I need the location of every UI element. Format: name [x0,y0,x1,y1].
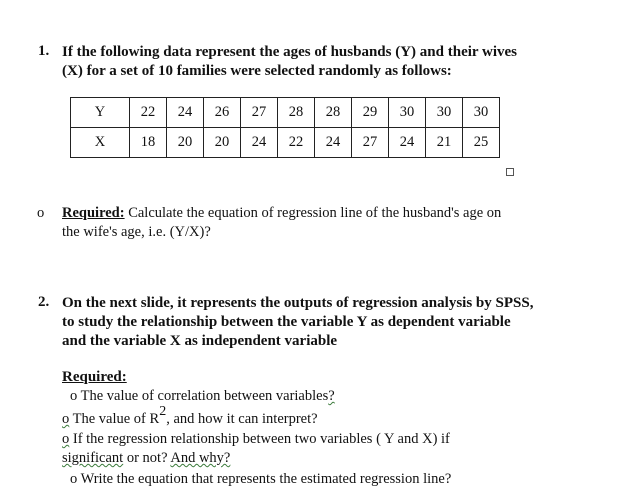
item-2-bullet: o [62,411,70,427]
required-1-label: Required: [62,205,125,221]
table-cell: 24 [389,128,426,158]
table-cell: 27 [352,128,389,158]
required-2-item-2 [62,404,318,429]
required-1-line-2: the wife's age, i.e. (Y/X)? [62,224,211,240]
required-1-text: Calculate the equation of regression line of the husband's age on [124,205,502,221]
question-1-number: 1. [38,43,50,59]
table-row-x [71,128,500,158]
item-1-bullet: o [70,388,78,404]
question-1-text [62,43,622,81]
row-label: X [71,128,130,158]
question-2-line-3: and the variable X as independent variable [62,333,338,349]
required-2-item-4 [70,470,451,489]
item-3-bullet: o [62,431,70,447]
item-3-text: If the regression relationship between two variables ( Y and X) if [69,431,450,447]
item-2-text-post: , and how it can interpret? [166,411,318,427]
table-cell: 20 [204,128,241,158]
required-2-item-3 [62,430,622,468]
item-1-question-mark: ? [328,388,335,404]
item-4-text: Write the equation that represents the estimated regression line? [80,471,452,487]
table-cell: 27 [241,98,278,128]
question-1-line-1: If the following data represent the ages of husbands (Y) and their wives [62,44,518,60]
table-cell: 22 [278,128,315,158]
table-cell: 20 [167,128,204,158]
table-cell: 26 [204,98,241,128]
item-2-superscript: 2 [159,404,167,420]
table-cell: 24 [241,128,278,158]
required-1 [62,204,622,242]
item-3-or-not: or not? [123,450,171,466]
required-2-label: Required: [62,369,127,385]
item-3-significant: significant [62,450,124,466]
table-cell: 28 [278,98,315,128]
table-cell: 25 [463,128,500,158]
table-resize-handle[interactable] [506,168,514,176]
table-cell: 18 [130,128,167,158]
question-1-line-2: (X) for a set of 10 families were selected randomly as follows: [62,63,452,79]
table-cell: 28 [315,98,352,128]
table-cell: 24 [315,128,352,158]
data-table [70,97,500,158]
item-1-text: The value of correlation between variables [80,388,329,404]
table-cell: 21 [426,128,463,158]
question-2-text [62,294,632,351]
item-4-bullet: o [70,471,78,487]
table-cell: 24 [167,98,204,128]
table-cell: 22 [130,98,167,128]
required-1-bullet: o [37,205,45,221]
table-row-y [71,98,500,128]
item-3-and-why: And why? [170,450,231,466]
table-cell: 30 [463,98,500,128]
table-cell: 30 [389,98,426,128]
table-cell: 30 [426,98,463,128]
question-2-line-1: On the next slide, it represents the outputs of regression analysis by SPSS, [62,295,534,311]
row-label: Y [71,98,130,128]
table-cell: 29 [352,98,389,128]
question-2-line-2: to study the relationship between the variable Y as dependent variable [62,314,511,330]
question-2-number: 2. [38,294,50,310]
item-2-text-pre: The value of R [69,411,160,427]
required-2-item-1 [70,387,335,406]
